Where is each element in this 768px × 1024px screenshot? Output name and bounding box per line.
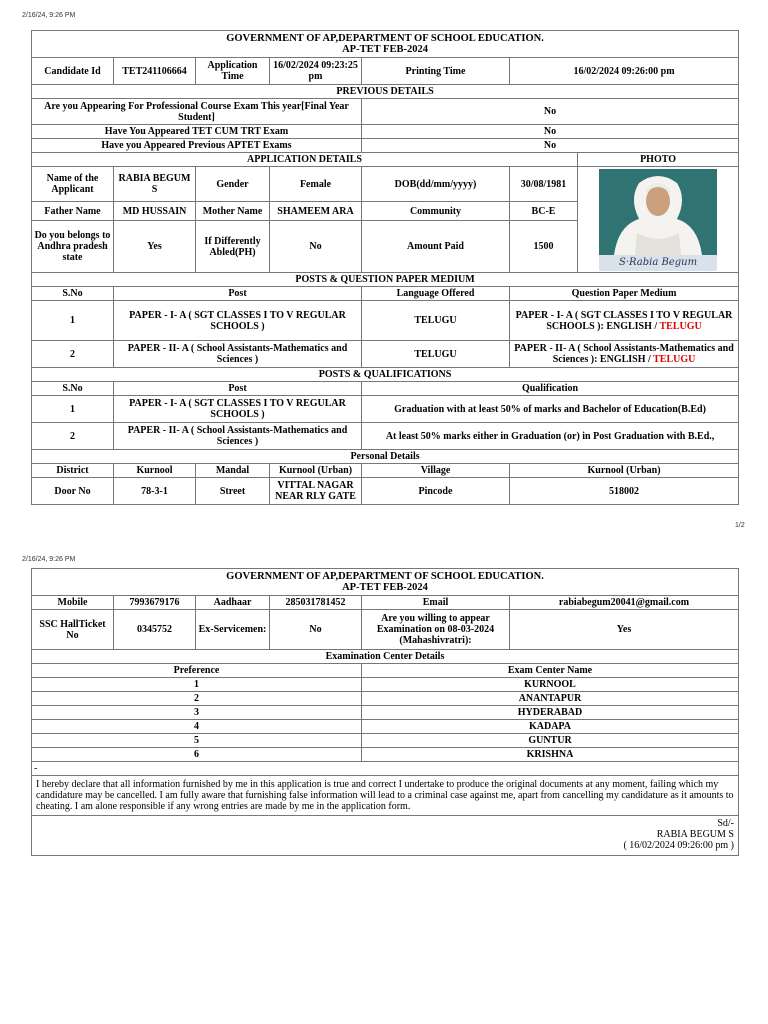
center-name: KADAPA: [362, 720, 739, 734]
qualifications-heading: POSTS & QUALIFICATIONS: [32, 368, 739, 382]
amount-label: Amount Paid: [362, 221, 510, 273]
post-name: PAPER - I- A ( SGT CLASSES I TO V REGULAR SCHOOLS ): [114, 301, 362, 341]
gender-value: Female: [270, 167, 362, 202]
print-timestamp: 2/16/24, 9:26 PM: [22, 556, 76, 563]
posts-heading: POSTS & QUESTION PAPER MEDIUM: [32, 273, 739, 287]
street-value: VITTAL NAGAR NEAR RLY GATE: [270, 478, 362, 505]
form-title: GOVERNMENT OF AP,DEPARTMENT OF SCHOOL EDUCATION. AP-TET FEB-2024: [32, 569, 739, 596]
qual-post: PAPER - II- A ( School Assistants-Mathematics and Sciences ): [114, 423, 362, 450]
door-value: 78-3-1: [114, 478, 196, 505]
post-name: PAPER - II- A ( School Assistants-Mathematics and Sciences ): [114, 341, 362, 368]
ph-label: If Differently Abled(PH): [196, 221, 270, 273]
qual-post: PAPER - I- A ( SGT CLASSES I TO V REGULAR SCHOOLS ): [114, 396, 362, 423]
center-name: KRISHNA: [362, 748, 739, 762]
dob-label: DOB(dd/mm/yyyy): [362, 167, 510, 202]
col-header: Post: [114, 287, 362, 301]
application-time: 16/02/2024 09:23:25 pm: [270, 58, 362, 85]
preference-header: Preference: [32, 664, 362, 678]
willing-label: Are you willing to appear Examination on 08-03-2024 (Mahashivratri):: [362, 610, 510, 650]
qual-text: Graduation with at least 50% of marks and Bachelor of Education(B.Ed): [362, 396, 739, 423]
photo-heading: PHOTO: [578, 153, 739, 167]
col-header: S.No: [32, 287, 114, 301]
willing-value: Yes: [510, 610, 739, 650]
email-value: rabiabegum20041@gmail.com: [510, 596, 739, 610]
post-sno: 1: [32, 301, 114, 341]
door-label: Door No: [32, 478, 114, 505]
village-label: Village: [362, 464, 510, 478]
application-table-page2: [31, 568, 739, 856]
prev-answer: No: [362, 139, 739, 153]
prev-answer: No: [362, 99, 739, 125]
candidate-id: TET241106664: [114, 58, 196, 85]
ssc-label: SSC HallTicket No: [32, 610, 114, 650]
prev-answer: No: [362, 125, 739, 139]
prev-question: Have you Appeared Previous APTET Exams: [32, 139, 362, 153]
post-medium: PAPER - I- A ( SGT CLASSES I TO V REGULAR SCHOOLS ): ENGLISH / TELUGU: [510, 301, 739, 341]
post-medium: PAPER - II- A ( School Assistants-Mathematics and Sciences ): ENGLISH / TELUGU: [510, 341, 739, 368]
qual-text: At least 50% marks either in Graduation (or) in Post Graduation with B.Ed.,: [362, 423, 739, 450]
printing-time-label: Printing Time: [362, 58, 510, 85]
center-preference: 6: [32, 748, 362, 762]
printing-time: 16/02/2024 09:26:00 pm: [510, 58, 739, 85]
applicant-name: RABIA BEGUM S: [114, 167, 196, 202]
pincode-label: Pincode: [362, 478, 510, 505]
mandal-label: Mandal: [196, 464, 270, 478]
photo-signature: S·Rabia Begum: [599, 255, 717, 271]
center-name-header: Exam Center Name: [362, 664, 739, 678]
form-title: GOVERNMENT OF AP,DEPARTMENT OF SCHOOL EDUCATION. AP-TET FEB-2024: [32, 31, 739, 58]
center-preference: 4: [32, 720, 362, 734]
center-preference: 2: [32, 692, 362, 706]
application-details-heading: APPLICATION DETAILS: [32, 153, 578, 167]
page-number: 1/2: [735, 522, 745, 529]
qual-sno: 2: [32, 423, 114, 450]
mobile-value: 7993679176: [114, 596, 196, 610]
prev-question: Are you Appearing For Professional Course Exam This year[Final Year Student]: [32, 99, 362, 125]
father-name: MD HUSSAIN: [114, 202, 196, 221]
previous-details-heading: PREVIOUS DETAILS: [32, 85, 739, 99]
prev-question: Have You Appeared TET CUM TRT Exam: [32, 125, 362, 139]
ap-state-value: Yes: [114, 221, 196, 273]
center-name: GUNTUR: [362, 734, 739, 748]
col-header: S.No: [32, 382, 114, 396]
candidate-id-label: Candidate Id: [32, 58, 114, 85]
applicant-photo: [599, 169, 717, 271]
email-label: Email: [362, 596, 510, 610]
mobile-label: Mobile: [32, 596, 114, 610]
ex-servicemen-label: Ex-Servicemen:: [196, 610, 270, 650]
name-label: Name of the Applicant: [32, 167, 114, 202]
col-header: Qualification: [362, 382, 739, 396]
post-language: TELUGU: [362, 341, 510, 368]
signature-name: RABIA BEGUM S: [656, 829, 734, 840]
post-language: TELUGU: [362, 301, 510, 341]
separator-dash: -: [32, 762, 739, 776]
col-header: Question Paper Medium: [510, 287, 739, 301]
gender-label: Gender: [196, 167, 270, 202]
center-preference: 1: [32, 678, 362, 692]
print-timestamp: 2/16/24, 9:26 PM: [22, 12, 76, 19]
center-name: KURNOOL: [362, 678, 739, 692]
center-preference: 3: [32, 706, 362, 720]
qual-sno: 1: [32, 396, 114, 423]
community-label: Community: [362, 202, 510, 221]
aadhaar-label: Aadhaar: [196, 596, 270, 610]
photo-cell: [578, 167, 739, 273]
ph-value: No: [270, 221, 362, 273]
center-name: HYDERABAD: [362, 706, 739, 720]
col-header: Language Offered: [362, 287, 510, 301]
application-time-label: Application Time: [196, 58, 270, 85]
signature-block: [32, 816, 739, 856]
ssc-value: 0345752: [114, 610, 196, 650]
mandal-value: Kurnool (Urban): [270, 464, 362, 478]
sd-mark: Sd/-: [717, 818, 734, 829]
amount-value: 1500: [510, 221, 578, 273]
dob-value: 30/08/1981: [510, 167, 578, 202]
street-label: Street: [196, 478, 270, 505]
district-value: Kurnool: [114, 464, 196, 478]
signature-time: ( 16/02/2024 09:26:00 pm ): [623, 840, 734, 851]
ex-servicemen-value: No: [270, 610, 362, 650]
village-value: Kurnool (Urban): [510, 464, 739, 478]
mother-label: Mother Name: [196, 202, 270, 221]
center-name: ANANTAPUR: [362, 692, 739, 706]
district-label: District: [32, 464, 114, 478]
ap-state-label: Do you belongs to Andhra pradesh state: [32, 221, 114, 273]
declaration-text: I hereby declare that all information furnished by me in this application is true and correct I undertake to produce the original documents at any moment, failing which my candidature may be cancelled. I am fully aware that furnishing false information will lead to a criminal case against me, apart from cancelling my candidature as it amounts to cheating. I am alone responsible if any wrong entries are made by me in the application form.: [32, 776, 739, 816]
pincode-value: 518002: [510, 478, 739, 505]
exam-center-heading: Examination Center Details: [32, 650, 739, 664]
father-label: Father Name: [32, 202, 114, 221]
center-preference: 5: [32, 734, 362, 748]
application-table-page1: [31, 30, 739, 505]
col-header: Post: [114, 382, 362, 396]
post-sno: 2: [32, 341, 114, 368]
community-value: BC-E: [510, 202, 578, 221]
personal-details-heading: Personal Details: [32, 450, 739, 464]
mother-name: SHAMEEM ARA: [270, 202, 362, 221]
aadhaar-value: 285031781452: [270, 596, 362, 610]
